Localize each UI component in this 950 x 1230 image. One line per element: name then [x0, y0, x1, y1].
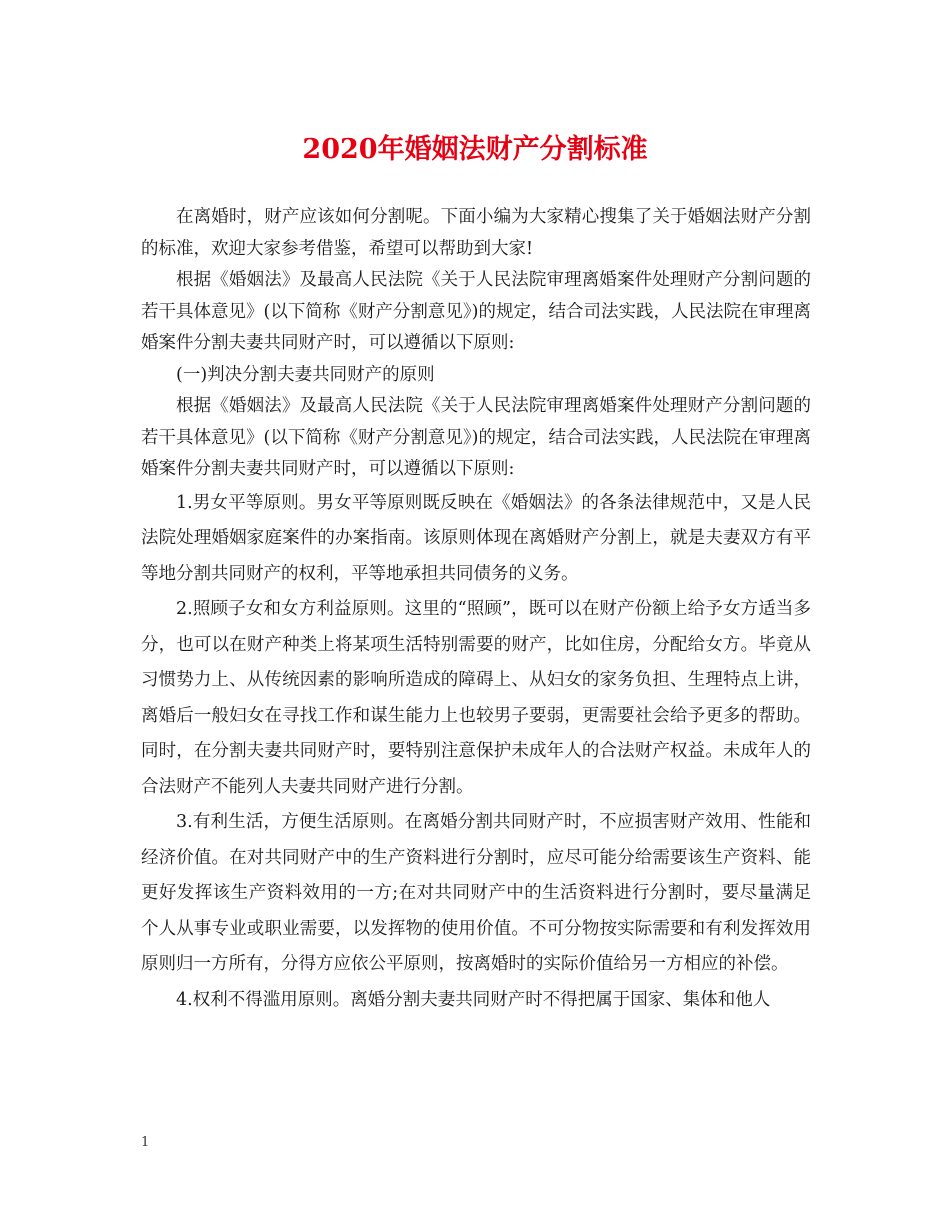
document-body	[141, 202, 811, 1018]
paragraph-principle-2: 2.照顾子女和女方利益原则。这里的“照顾”，既可以在财产份额上给予女方适当多分，也可以在财产种类上将某项生活特别需要的财产，比如住房，分配给女方。毕竟从习惯势力上、从传统因素的影响所造成的障碍上、从妇女的家务负担、生理特点上讲，离婚后一般妇女在寻找工作和谋生能力上也较男子要弱，更需要社会给予更多的帮助。同时，在分割夫妻共同财产时，要特别注意保护未成年人的合法财产权益。未成年人的合法财产不能列人夫妻共同财产进行分割。	[141, 599, 811, 797]
paragraph-principle-4: 4.权利不得滥用原则。离婚分割夫妻共同财产时不得把属于国家、集体和他人	[176, 989, 771, 1010]
paragraph-legal-basis: 根据《婚姻法》及最高人民法院《关于人民法院审理离婚案件处理财产分割问题的若干具体意见》(以下简称《财产分割意见》)的规定，结合司法实践，人民法院在审理离婚案件分割夫妻共同财产时，可以遵循以下原则:	[141, 270, 811, 353]
paragraph-intro: 在离婚时，财产应该如何分割呢。下面小编为大家精心搜集了关于婚姻法财产分割的标准，欢迎大家参考借鉴，希望可以帮助到大家!	[141, 207, 811, 259]
section-heading-principles: (一)判决分割夫妻共同财产的原则	[176, 364, 435, 385]
paragraph-principle-3: 3.有利生活，方便生活原则。在离婚分割共同财产时，不应损害财产效用、性能和经济价值。在对共同财产中的生产资料进行分割时，应尽可能分给需要该生产资料、能更好发挥该生产资料效用的一方;在对共同财产中的生活资料进行分割时，要尽量满足个人从事专业或职业需要，以发挥物的使用价值。不可分物按实际需要和有利发挥效用原则归一方所有，分得方应依公平原则，按离婚时的实际价值给另一方相应的补偿。	[141, 812, 811, 974]
paragraph-legal-basis-repeat: 根据《婚姻法》及最高人民法院《关于人民法院审理离婚案件处理财产分割问题的若干具体意见》(以下简称《财产分割意见》)的规定，结合司法实践，人民法院在审理离婚案件分割夫妻共同财产时，可以遵循以下原则:	[141, 396, 811, 479]
document-title: 2020年婚姻法财产分割标准	[302, 134, 648, 165]
page-number: 1	[141, 1135, 150, 1150]
paragraph-principle-1: 1.男女平等原则。男女平等原则既反映在《婚姻法》的各条法律规范中，又是人民法院处理婚姻家庭案件的办案指南。该原则体现在离婚财产分割上，就是夫妻双方有平等地分割共同财产的权利，平等地承担共同债务的义务。	[141, 492, 811, 584]
